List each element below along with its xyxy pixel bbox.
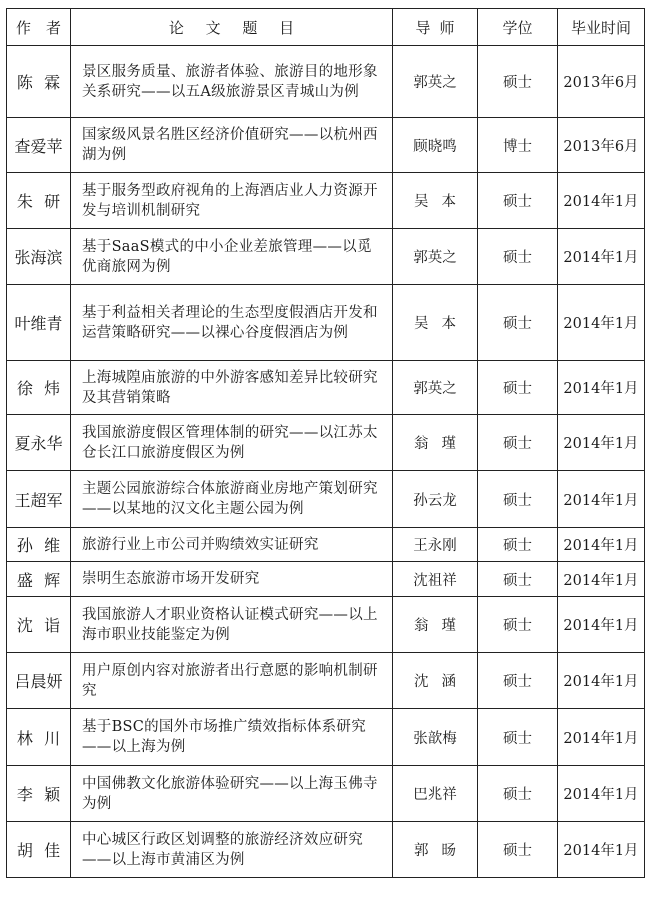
advisor-cell: 郭英之 — [393, 361, 478, 415]
date-cell: 2013年6月 — [558, 118, 645, 173]
author-cell: 孙维 — [7, 528, 71, 562]
author-cell: 沈诣 — [7, 597, 71, 653]
table-row — [7, 471, 645, 528]
advisor-cell: 吴本 — [393, 173, 478, 229]
advisor-cell: 王永刚 — [393, 528, 478, 562]
header-date: 毕业时间 — [558, 9, 645, 46]
table-row — [7, 361, 645, 415]
date-cell: 2014年1月 — [558, 822, 645, 878]
title-cell: 基于利益相关者理论的生态型度假酒店开发和运营策略研究——以裸心谷度假酒店为例 — [71, 285, 393, 361]
degree-cell: 硕士 — [478, 471, 558, 528]
degree-cell: 硕士 — [478, 285, 558, 361]
degree-cell: 硕士 — [478, 766, 558, 822]
table-row — [7, 415, 645, 471]
advisor-cell: 翁瑾 — [393, 597, 478, 653]
degree-cell: 硕士 — [478, 822, 558, 878]
table-row — [7, 822, 645, 878]
thesis-table — [6, 8, 645, 878]
table-row — [7, 653, 645, 709]
table-row — [7, 709, 645, 766]
table-row — [7, 766, 645, 822]
title-cell: 我国旅游度假区管理体制的研究——以江苏太仓长江口旅游度假区为例 — [71, 415, 393, 471]
advisor-cell: 巴兆祥 — [393, 766, 478, 822]
date-cell: 2014年1月 — [558, 562, 645, 597]
header-advisor: 导师 — [393, 9, 478, 46]
degree-cell: 硕士 — [478, 528, 558, 562]
author-cell: 吕晨妍 — [7, 653, 71, 709]
advisor-cell: 郭英之 — [393, 229, 478, 285]
author-cell: 李颖 — [7, 766, 71, 822]
title-cell: 景区服务质量、旅游者体验、旅游目的地形象关系研究——以五A级旅游景区青城山为例 — [71, 46, 393, 118]
author-cell: 张海滨 — [7, 229, 71, 285]
author-cell: 叶维青 — [7, 285, 71, 361]
date-cell: 2014年1月 — [558, 415, 645, 471]
date-cell: 2014年1月 — [558, 285, 645, 361]
table-row — [7, 562, 645, 597]
table-row — [7, 528, 645, 562]
author-cell: 夏永华 — [7, 415, 71, 471]
title-cell: 用户原创内容对旅游者出行意愿的影响机制研究 — [71, 653, 393, 709]
author-cell: 盛辉 — [7, 562, 71, 597]
author-cell: 查爱苹 — [7, 118, 71, 173]
author-cell: 林川 — [7, 709, 71, 766]
degree-cell: 硕士 — [478, 653, 558, 709]
title-cell: 基于BSC的国外市场推广绩效指标体系研究——以上海为例 — [71, 709, 393, 766]
degree-cell: 硕士 — [478, 173, 558, 229]
title-cell: 我国旅游人才职业资格认证模式研究——以上海市职业技能鉴定为例 — [71, 597, 393, 653]
date-cell: 2014年1月 — [558, 173, 645, 229]
degree-cell: 博士 — [478, 118, 558, 173]
degree-cell: 硕士 — [478, 46, 558, 118]
date-cell: 2014年1月 — [558, 653, 645, 709]
date-cell: 2014年1月 — [558, 229, 645, 285]
header-degree: 学位 — [478, 9, 558, 46]
table-row — [7, 285, 645, 361]
table-row — [7, 229, 645, 285]
degree-cell: 硕士 — [478, 361, 558, 415]
degree-cell: 硕士 — [478, 709, 558, 766]
table-row — [7, 597, 645, 653]
title-cell: 中国佛教文化旅游体验研究——以上海玉佛寺为例 — [71, 766, 393, 822]
title-cell: 基于SaaS模式的中小企业差旅管理——以觅优商旅网为例 — [71, 229, 393, 285]
title-cell: 崇明生态旅游市场开发研究 — [71, 562, 393, 597]
author-cell: 朱研 — [7, 173, 71, 229]
author-cell: 陈霖 — [7, 46, 71, 118]
header-row — [7, 9, 645, 46]
date-cell: 2014年1月 — [558, 528, 645, 562]
advisor-cell: 吴本 — [393, 285, 478, 361]
author-cell: 徐炜 — [7, 361, 71, 415]
title-cell: 中心城区行政区划调整的旅游经济效应研究——以上海市黄浦区为例 — [71, 822, 393, 878]
table-row — [7, 173, 645, 229]
table-body — [7, 46, 645, 878]
advisor-cell: 顾晓鸣 — [393, 118, 478, 173]
author-cell: 胡佳 — [7, 822, 71, 878]
title-cell: 主题公园旅游综合体旅游商业房地产策划研究——以某地的汉文化主题公园为例 — [71, 471, 393, 528]
advisor-cell: 孙云龙 — [393, 471, 478, 528]
header-author: 作者 — [7, 9, 71, 46]
advisor-cell: 张歆梅 — [393, 709, 478, 766]
table-row — [7, 46, 645, 118]
table-row — [7, 118, 645, 173]
advisor-cell: 翁瑾 — [393, 415, 478, 471]
date-cell: 2014年1月 — [558, 766, 645, 822]
degree-cell: 硕士 — [478, 597, 558, 653]
date-cell: 2014年1月 — [558, 471, 645, 528]
degree-cell: 硕士 — [478, 415, 558, 471]
degree-cell: 硕士 — [478, 229, 558, 285]
degree-cell: 硕士 — [478, 562, 558, 597]
advisor-cell: 沈祖祥 — [393, 562, 478, 597]
date-cell: 2014年1月 — [558, 597, 645, 653]
title-cell: 上海城隍庙旅游的中外游客感知差异比较研究及其营销策略 — [71, 361, 393, 415]
title-cell: 基于服务型政府视角的上海酒店业人力资源开发与培训机制研究 — [71, 173, 393, 229]
date-cell: 2013年6月 — [558, 46, 645, 118]
author-cell: 王超军 — [7, 471, 71, 528]
advisor-cell: 郭旸 — [393, 822, 478, 878]
header-title: 论文题目 — [71, 9, 393, 46]
title-cell: 国家级风景名胜区经济价值研究——以杭州西湖为例 — [71, 118, 393, 173]
advisor-cell: 郭英之 — [393, 46, 478, 118]
date-cell: 2014年1月 — [558, 361, 645, 415]
advisor-cell: 沈涵 — [393, 653, 478, 709]
title-cell: 旅游行业上市公司并购绩效实证研究 — [71, 528, 393, 562]
date-cell: 2014年1月 — [558, 709, 645, 766]
